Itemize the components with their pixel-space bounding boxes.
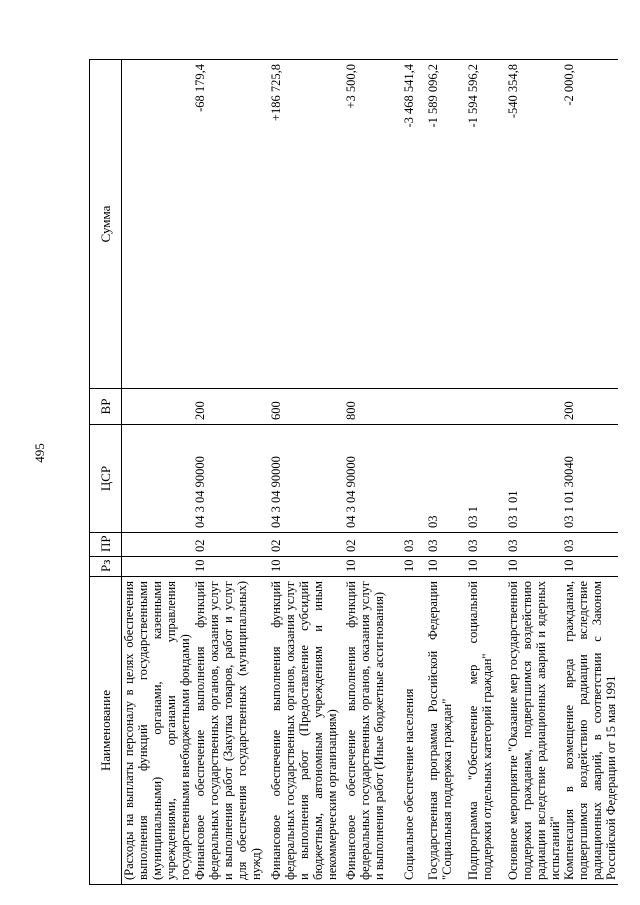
row-name: (Расходы на выплаты персоналу в целях обеспечения выполнения функций государственными (муниципальными) органами, казенными учреждениями, органами управления государственными внебюджетными фондами) <box>122 577 193 885</box>
table-row <box>269 60 344 885</box>
row-rz: 10 <box>426 557 466 577</box>
row-sum: -540 354,8 <box>506 60 562 389</box>
row-pr <box>122 533 193 557</box>
row-sum: -1 589 096,2 <box>426 60 466 389</box>
row-name: Социальное обеспечение населения <box>402 577 426 885</box>
row-pr: 02 <box>344 533 402 557</box>
row-pr: 02 <box>193 533 269 557</box>
row-vr: 800 <box>344 389 402 425</box>
row-sum: -2 000,0 <box>562 60 618 389</box>
table-row <box>506 60 562 885</box>
table-row <box>402 60 426 885</box>
row-sum: -68 179,4 <box>193 60 269 389</box>
row-name: Финансовое обеспечение выполнения функций федеральных государственных органов, оказания услуг и выполнения работ (Предоставление субсидий бюджетным, автономным учреждениям и иным некоммерческим организациям) <box>269 577 344 885</box>
header-sum: Сумма <box>90 60 122 389</box>
table-row <box>122 60 193 885</box>
row-rz: 10 <box>466 557 506 577</box>
row-pr: 03 <box>466 533 506 557</box>
row-sum: +3 500,0 <box>344 60 402 389</box>
row-csr: 03 <box>426 425 466 533</box>
row-name: Подпрограмма "Обеспечение мер социальной поддержки отдельных категорий граждан" <box>466 577 506 885</box>
row-pr: 03 <box>402 533 426 557</box>
row-vr <box>426 389 466 425</box>
row-name: Финансовое обеспечение выполнения функций федеральных государственных органов, оказания услуг и выполнения работ (Иные бюджетные ассигнования) <box>344 577 402 885</box>
row-rz: 10 <box>193 557 269 577</box>
row-rz: 10 <box>402 557 426 577</box>
row-csr: 03 1 <box>466 425 506 533</box>
row-sum <box>122 60 193 389</box>
row-name: Компенсация в возмещение вреда гражданам, подвергшимся воздействию радиации вследствие радиационных аварий, в соответствии с Законом Российской Федерации от 15 мая 1991 <box>562 577 618 885</box>
row-csr <box>402 425 426 533</box>
row-csr: 04 3 04 90000 <box>193 425 269 533</box>
row-pr: 02 <box>269 533 344 557</box>
table-row <box>426 60 466 885</box>
row-name: Финансовое обеспечение выполнения функций федеральных государственных органов, оказания услуг и выполнения работ (Закупка товаров, работ и услуг для обеспечения государственных (муниципальных) нужд) <box>193 577 269 885</box>
table-row <box>562 60 618 885</box>
row-name: Основное мероприятие "Оказание мер государственной поддержки гражданам, подвергшимся воздействию радиации вследствие радиационных аварий и ядерных испытаний" <box>506 577 562 885</box>
row-pr: 03 <box>426 533 466 557</box>
page-number: 495 <box>32 443 47 463</box>
header-pr: ПР <box>90 533 122 557</box>
row-vr: 600 <box>269 389 344 425</box>
row-csr: 03 1 01 <box>506 425 562 533</box>
row-rz <box>122 557 193 577</box>
row-pr: 03 <box>506 533 562 557</box>
row-csr: 04 3 04 90000 <box>344 425 402 533</box>
row-vr: 200 <box>562 389 618 425</box>
row-vr <box>122 389 193 425</box>
row-rz: 10 <box>344 557 402 577</box>
row-name: Государственная программа Российской Федерации "Социальная поддержка граждан" <box>426 577 466 885</box>
row-rz: 10 <box>506 557 562 577</box>
row-csr: 04 3 04 90000 <box>269 425 344 533</box>
row-csr <box>122 425 193 533</box>
row-sum: +186 725,8 <box>269 60 344 389</box>
row-vr <box>466 389 506 425</box>
row-csr: 03 1 01 30040 <box>562 425 618 533</box>
row-vr: 200 <box>193 389 269 425</box>
table-row <box>466 60 506 885</box>
table-row <box>344 60 402 885</box>
header-csr: ЦСР <box>90 425 122 533</box>
header-row <box>90 60 122 885</box>
row-sum: -1 594 596,2 <box>466 60 506 389</box>
row-rz: 10 <box>269 557 344 577</box>
budget-table-rotated <box>89 60 618 885</box>
header-vr: ВР <box>90 389 122 425</box>
header-name: Наименование <box>90 577 122 885</box>
row-pr: 03 <box>562 533 618 557</box>
row-vr <box>506 389 562 425</box>
row-vr <box>402 389 426 425</box>
budget-table <box>89 59 618 885</box>
row-sum: -3 468 541,4 <box>402 60 426 389</box>
header-rz: Рз <box>90 557 122 577</box>
row-rz: 10 <box>562 557 618 577</box>
table-row <box>193 60 269 885</box>
